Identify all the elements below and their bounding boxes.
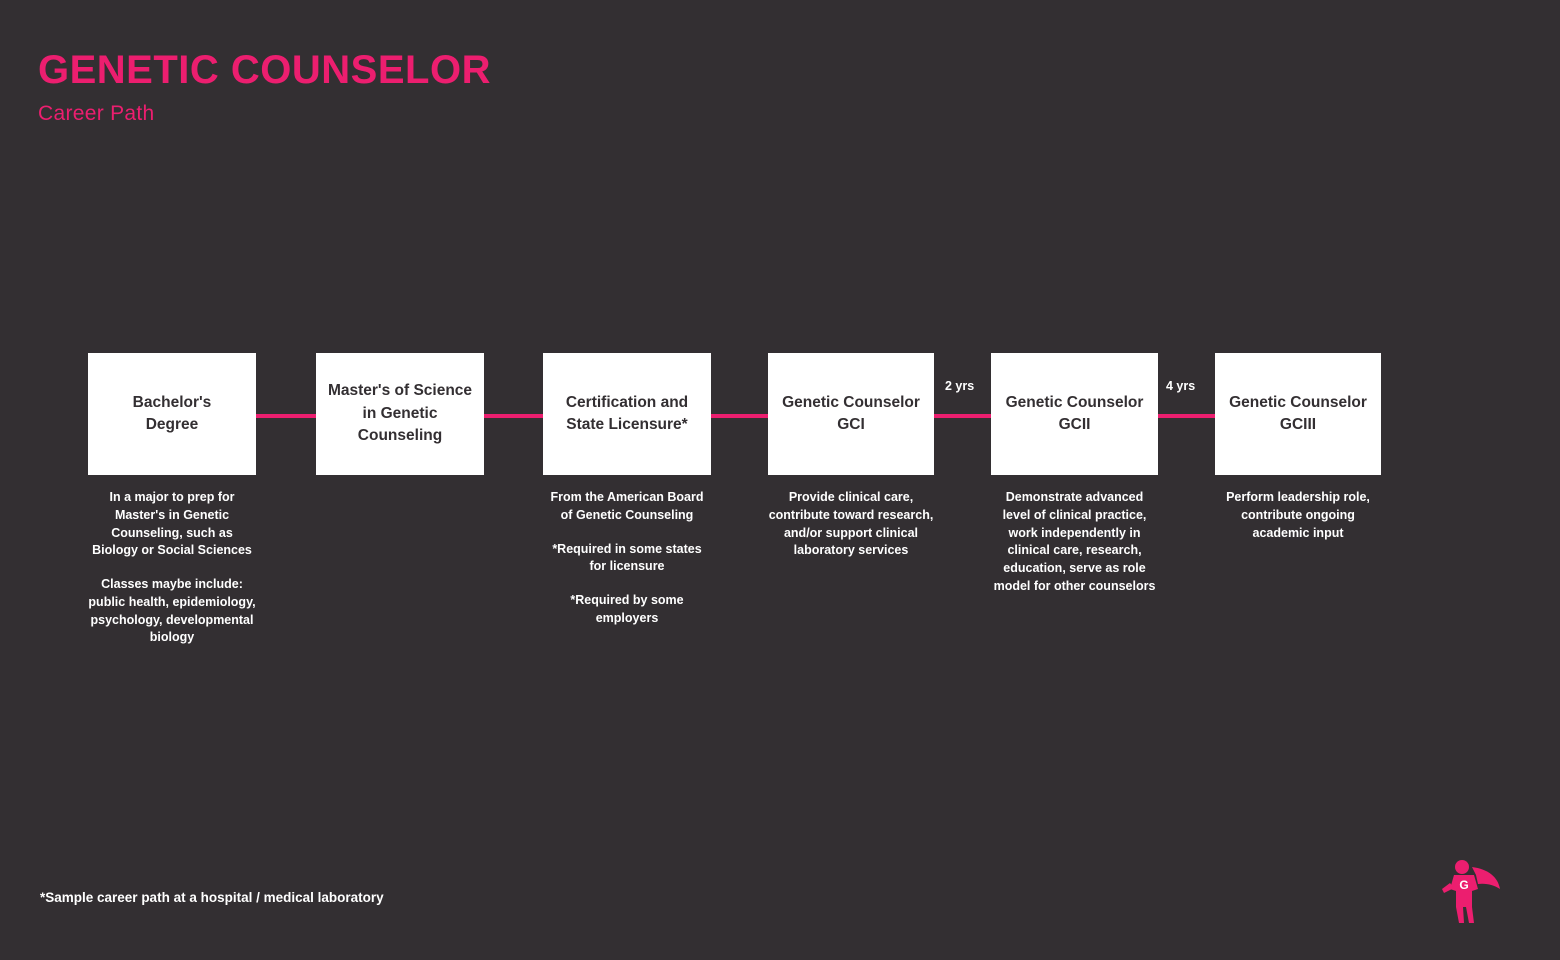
step-title-line: GCII [1058, 416, 1091, 433]
logo-letter: G [1459, 878, 1469, 892]
step-description [991, 489, 1158, 596]
connector-4 [933, 414, 993, 418]
step-genetic-counselor-gcii[interactable] [991, 353, 1158, 596]
connector-1 [256, 414, 316, 418]
step-genetic-counselor-gci[interactable] [768, 353, 934, 560]
step-box[interactable] [316, 353, 484, 475]
desc-block: Perform leadership role, contribute ongoing academic input [1226, 490, 1370, 540]
step-title-line: State Licensure* [566, 416, 688, 433]
desc-block: Classes maybe include: public health, epidemiology, psychology, developmental biology [88, 577, 256, 645]
connector-2 [483, 414, 543, 418]
step-box[interactable] [543, 353, 711, 475]
desc-block: *Required in some states for licensure [552, 541, 702, 574]
step-title-line: Genetic Counselor [1229, 393, 1367, 411]
step-box[interactable] [991, 353, 1158, 475]
desc-block: In a major to prep for Master's in Genetic Counseling, such as Biology or Social Sciences [92, 490, 252, 558]
step-title-line: Counseling [357, 427, 443, 445]
header [38, 50, 491, 126]
step-title-line: Degree [145, 416, 199, 433]
desc-block: *Required by some employers [570, 593, 684, 625]
desc-block: Provide clinical care, contribute toward research, and/or support clinical laboratory services [768, 490, 934, 558]
step-title-line: Genetic Counselor [782, 393, 920, 411]
step-masters-genetic-counseling[interactable] [316, 353, 484, 475]
step-description [88, 489, 256, 647]
step-title-line: Genetic Counselor [1005, 393, 1144, 411]
step-box[interactable] [88, 353, 256, 475]
connector-5 [1157, 414, 1216, 418]
duration-gci-to-gcii: 2 yrs [945, 379, 975, 393]
step-title-line: GCIII [1279, 416, 1317, 433]
step-description [543, 489, 711, 628]
career-flow [88, 353, 1488, 753]
step-description [768, 489, 934, 560]
footnote: *Sample career path at a hospital / medical laboratory [40, 890, 384, 905]
step-box[interactable] [1215, 353, 1381, 475]
step-description [1215, 489, 1381, 542]
step-bachelors-degree[interactable] [88, 353, 256, 647]
step-genetic-counselor-gciii[interactable] [1215, 353, 1381, 542]
step-box[interactable] [768, 353, 934, 475]
step-certification-state-licensure[interactable] [543, 353, 711, 628]
page-subtitle: Career Path [38, 102, 155, 125]
step-title-line: Master's of Science [327, 382, 473, 400]
step-title-line: Certification and [565, 393, 689, 411]
desc-block: Demonstrate advanced level of clinical practice, work independently in clinical care, research, education, serve as role model for other counselors [993, 490, 1156, 593]
step-title-line: in Genetic [362, 404, 438, 422]
duration-gcii-to-gciii: 4 yrs [1166, 379, 1196, 393]
connector-3 [710, 414, 768, 418]
step-title-line: Bachelor's [132, 393, 212, 411]
page-title: GENETIC COUNSELOR [38, 48, 491, 92]
desc-block: From the American Board of Genetic Counseling [550, 490, 704, 522]
superhero-logo [1428, 855, 1508, 925]
step-title-line: GCI [837, 416, 865, 433]
